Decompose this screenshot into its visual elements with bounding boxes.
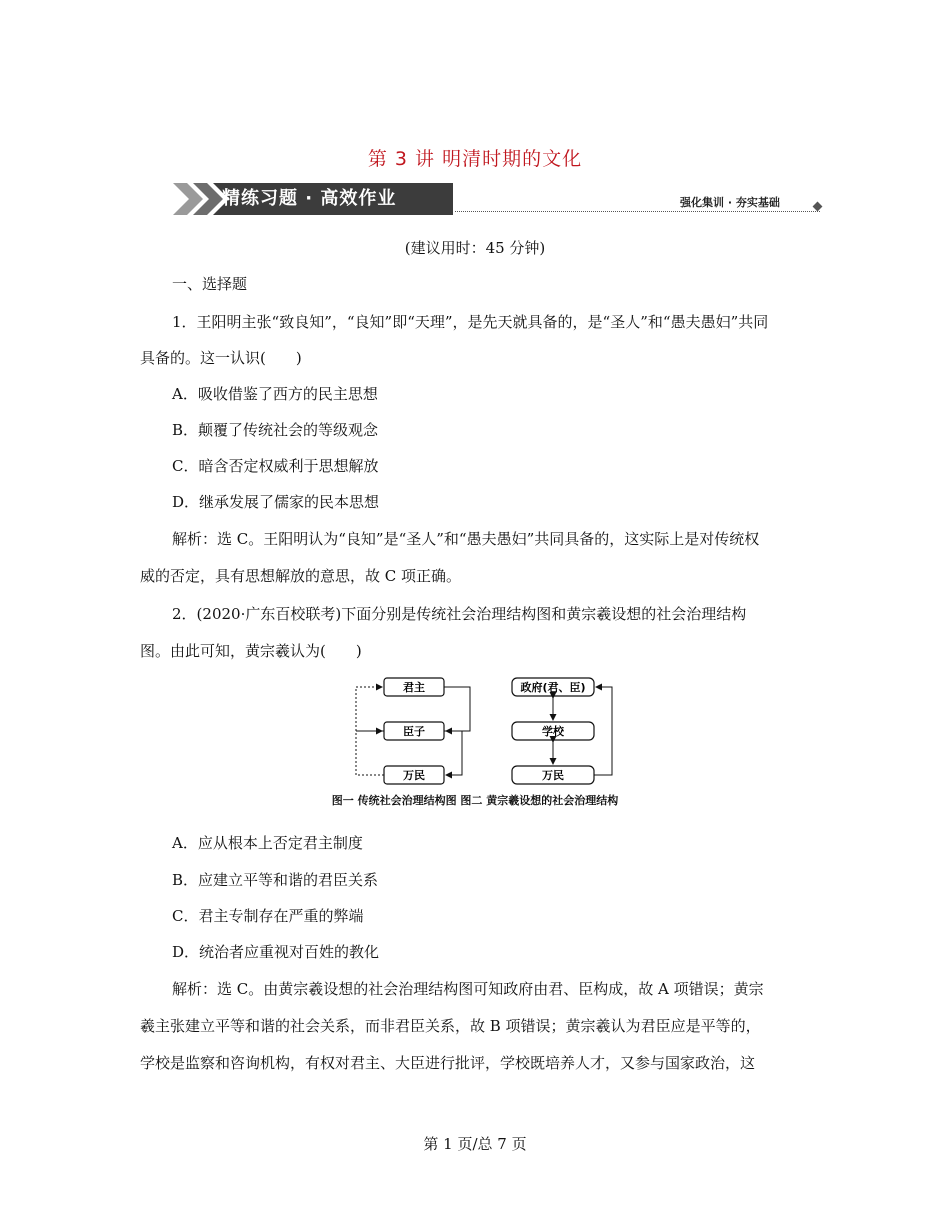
q1-stem-line2: 具备的。这一认识( ) <box>140 349 302 367</box>
q1-option-c: C．暗含否定权威利于思想解放 <box>172 457 379 475</box>
box-people-right-label: 万民 <box>542 769 564 782</box>
q2-analysis-line2: 羲主张建立平等和谐的社会关系，而非君臣关系，故 B 项错误；黄宗羲认为君臣应是平等的， <box>140 1017 761 1035</box>
governance-diagram <box>340 670 630 790</box>
q1-stem-line1: 1．王阳明主张“致良知”，“良知”即“天理”，是先天就具备的，是“圣人”和“愚夫愚妇”共同 <box>172 313 769 331</box>
q2-analysis-line3: 学校是监察和咨询机构，有权对君主、大臣进行批评，学校既培养人才，又参与国家政治，这 <box>140 1054 756 1072</box>
q1-analysis-line2: 威的否定，具有思想解放的意思，故 C 项正确。 <box>140 567 462 585</box>
q1-option-b: B．颠覆了传统社会的等级观念 <box>172 421 379 439</box>
q2-option-c: C．君主专制存在严重的弊端 <box>172 907 364 925</box>
figure-caption: 图一 传统社会治理结构图 图二 黄宗羲设想的社会治理结构 <box>331 794 619 807</box>
box-minister-label: 臣子 <box>403 725 425 738</box>
box-government-label: 政府(君、臣) <box>520 681 586 694</box>
box-people-left-label: 万民 <box>403 769 425 782</box>
section-heading: 一、选择题 <box>172 275 248 293</box>
q1-option-d: D．继承发展了儒家的民本思想 <box>172 493 380 511</box>
q2-option-b: B．应建立平等和谐的君臣关系 <box>172 871 379 889</box>
banner-label: 精练习题 · 高效作业 <box>222 188 397 209</box>
q2-option-d: D．统治者应重视对百姓的教化 <box>172 943 380 961</box>
q2-analysis-line1: 解析：选 C。由黄宗羲设想的社会治理结构图可知政府由君、臣构成，故 A 项错误；黄宗 <box>172 980 764 998</box>
page-title: 第 3 讲 明清时期的文化 <box>367 148 583 170</box>
q2-option-a: A．应从根本上否定君主制度 <box>172 834 363 852</box>
q1-option-a: A．吸收借鉴了西方的民主思想 <box>172 385 378 403</box>
time-note: (建议用时：45 分钟) <box>404 239 546 257</box>
box-school-label: 学校 <box>542 725 564 738</box>
diamond-icon <box>813 202 823 212</box>
q2-stem-line1: 2．(2020·广东百校联考)下面分别是传统社会治理结构图和黄宗羲设想的社会治理结构 <box>172 605 747 623</box>
banner-divider <box>455 211 820 212</box>
q2-stem-line2: 图。由此可知，黄宗羲认为( ) <box>140 642 362 660</box>
page-footer: 第 1 页/总 7 页 <box>423 1135 527 1153</box>
q1-analysis-line1: 解析：选 C。王阳明认为“良知”是“圣人”和“愚夫愚妇”共同具备的，这实际上是对传统权 <box>172 530 760 548</box>
box-ruler-label: 君主 <box>403 681 425 694</box>
banner-subtitle: 强化集训 · 夯实基础 <box>680 196 780 209</box>
